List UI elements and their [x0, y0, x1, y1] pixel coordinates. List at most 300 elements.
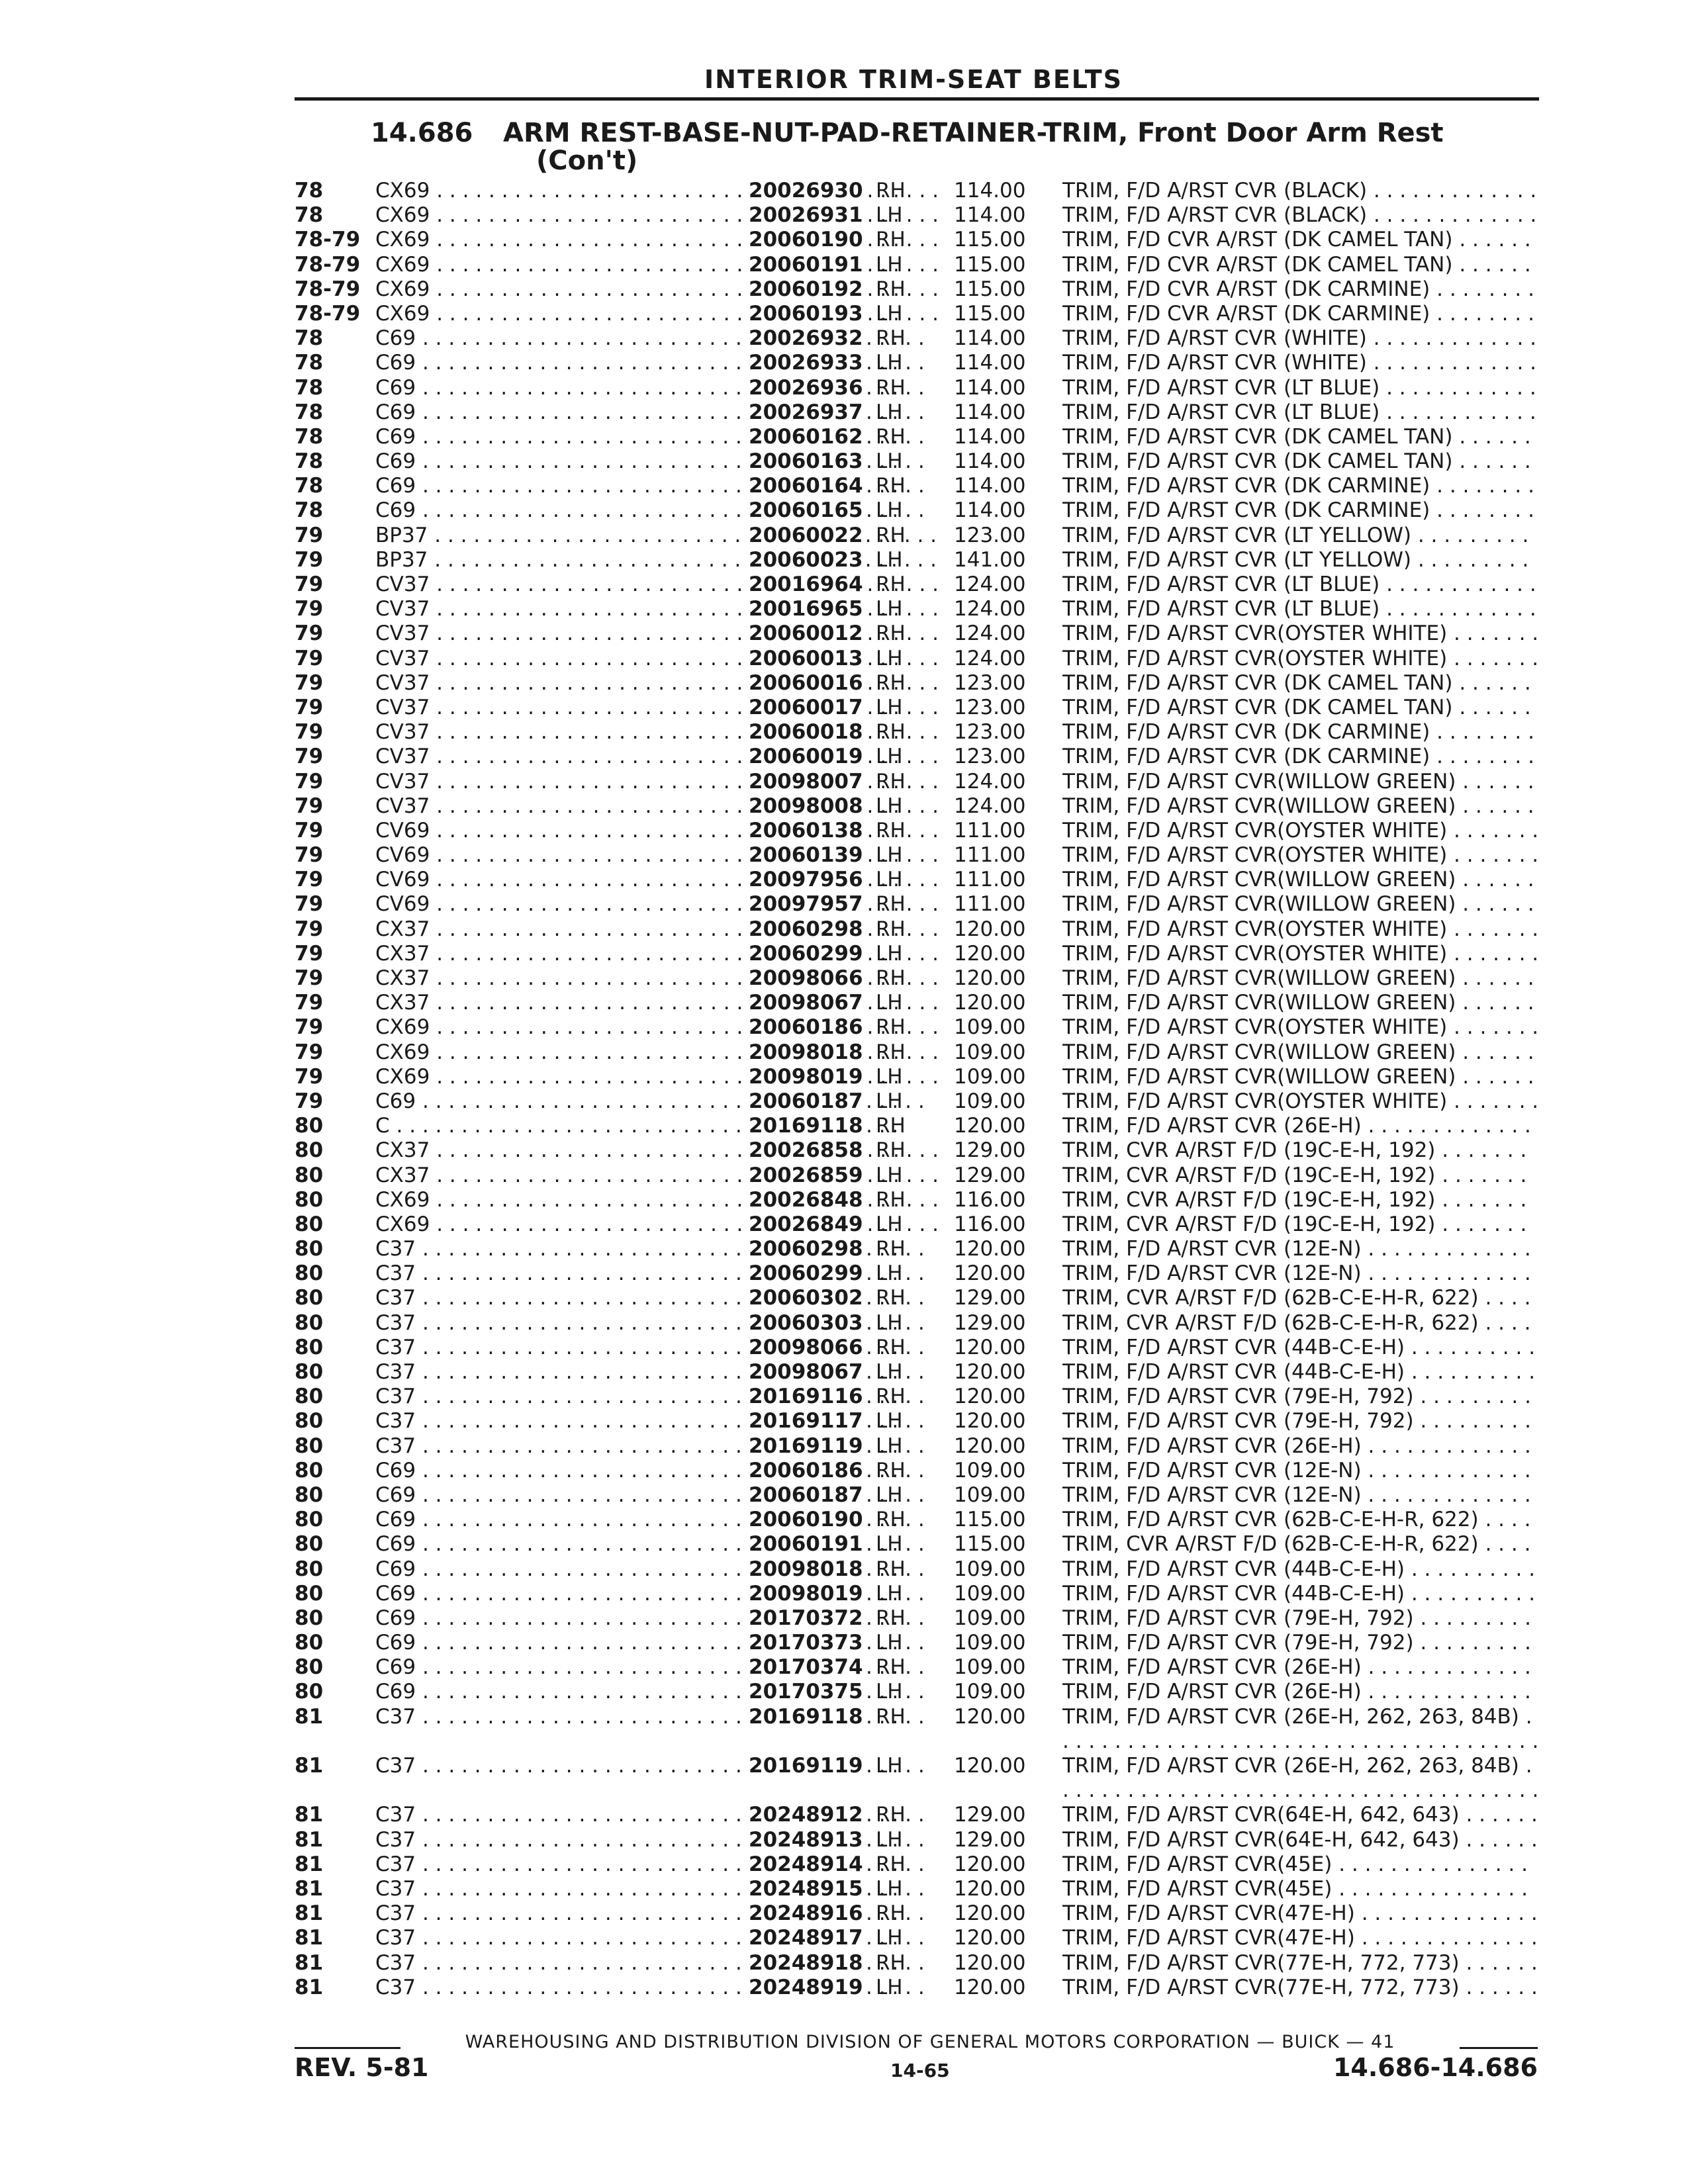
table-row [295, 1385, 1539, 1409]
side: LH [876, 991, 903, 1015]
description: TRIM, F/D CVR A/RST (DK CAMEL TAN) . . . [1062, 228, 1539, 252]
price: 123.00 [954, 670, 1026, 695]
description: TRIM, F/D CVR A/RST (DK CAMEL TAN) . . . [1062, 253, 1539, 277]
price: 114.00 [954, 424, 1026, 449]
model-year: 80 [295, 1360, 324, 1384]
part-number: 20026848 [743, 1188, 863, 1212]
model-year: 79 [295, 745, 324, 769]
table-row [295, 572, 1539, 597]
side: LH [876, 646, 903, 670]
side: LH [876, 1482, 903, 1507]
model-year: 78 [295, 351, 324, 375]
price: 111.00 [954, 818, 1026, 842]
side: RH [876, 277, 906, 301]
section-heading [371, 118, 1444, 148]
side: RH [876, 1852, 906, 1876]
part-number: 20170372 [743, 1606, 863, 1631]
price: 115.00 [954, 301, 1026, 326]
side: RH [876, 720, 906, 745]
part-number: 20016964 [743, 572, 863, 597]
table-row [295, 1311, 1539, 1336]
model-year: 78 [295, 474, 324, 498]
price: 120.00 [954, 1876, 1026, 1901]
model-year: 78 [295, 400, 324, 424]
price: 129.00 [954, 1803, 1026, 1827]
table-row [295, 1852, 1539, 1877]
side: RH [876, 1950, 906, 1975]
body-style: C37 . . . [375, 1976, 1024, 2000]
side: RH [876, 892, 906, 917]
model-year: 80 [295, 1482, 324, 1507]
side: RH [876, 228, 906, 252]
model-year: 80 [295, 1680, 324, 1704]
body-style: CX37 . . . [375, 942, 1024, 966]
body-style: C69 . . . [375, 1680, 1024, 1704]
side: LH [876, 1433, 903, 1458]
table-row [295, 720, 1539, 745]
price: 109.00 [954, 1089, 1026, 1113]
body-style: CX69 . . . [375, 1188, 1024, 1212]
side: LH [876, 1975, 903, 1999]
price: 120.00 [954, 1975, 1026, 1999]
description: TRIM, F/D A/RST CVR(OYSTER WHITE) . . . [1062, 647, 1539, 671]
body-style: CV37 . . . [375, 671, 1024, 696]
price: 114.00 [954, 326, 1026, 351]
side: RH [876, 424, 906, 449]
section-number: 14.686 [371, 118, 473, 148]
body-style: C37 . . . [375, 1754, 1024, 1778]
model-year: 80 [295, 1655, 324, 1680]
side: RH [876, 621, 906, 646]
side: RH [876, 917, 906, 941]
part-number: 20060018 [743, 720, 863, 745]
body-style: CV37 . . . [375, 597, 1024, 621]
price: 109.00 [954, 1581, 1026, 1606]
model-year: 81 [295, 1754, 324, 1778]
side: LH [876, 1360, 903, 1384]
table-row [295, 203, 1539, 228]
table-row [295, 228, 1539, 252]
side: RH [876, 179, 906, 203]
price: 111.00 [954, 868, 1026, 892]
model-year: 79 [295, 991, 324, 1015]
model-year: 80 [295, 1508, 324, 1532]
body-style: C37 . . . [375, 1852, 1024, 1877]
body-style: CV69 . . . [375, 892, 1024, 917]
table-row [295, 1138, 1539, 1163]
table-row [295, 376, 1539, 400]
body-style: C37 . . . [375, 1336, 1024, 1360]
description: TRIM, CVR A/RST F/D (62B-C-E-H-R, 622) . . . [1062, 1532, 1539, 1557]
table-row [295, 1803, 1539, 1827]
side: RH [876, 1901, 906, 1926]
model-year: 79 [295, 1064, 324, 1089]
model-year: 79 [295, 670, 324, 695]
part-number: 20248918 [743, 1951, 863, 1976]
description: TRIM, F/D A/RST CVR(OYSTER WHITE) . . . [1062, 621, 1539, 646]
description: TRIM, F/D A/RST CVR(WILLOW GREEN) . . . [1062, 770, 1539, 794]
body-style: C37 . . . [375, 1237, 1024, 1261]
table-row [295, 1459, 1539, 1483]
description: TRIM, F/D A/RST CVR (LT BLUE) . . . [1062, 597, 1539, 621]
body-style: CX69 . . . [375, 1015, 1024, 1040]
body-style: C37 . . . [375, 1901, 1024, 1926]
part-number: 20060303 [743, 1311, 863, 1336]
side: RH [876, 1557, 906, 1581]
model-year: 81 [295, 1901, 324, 1926]
part-number: 20060013 [743, 647, 863, 671]
description: TRIM, F/D A/RST CVR (DK CAMEL TAN) . . . [1062, 671, 1539, 696]
side: LH [876, 1532, 903, 1557]
side: RH [876, 1138, 906, 1163]
model-year: 80 [295, 1187, 324, 1212]
part-number: 20098018 [743, 1557, 863, 1582]
table-row [295, 1655, 1539, 1680]
description: TRIM, F/D A/RST CVR(OYSTER WHITE) . . . [1062, 843, 1539, 868]
description: TRIM, F/D A/RST CVR (12E-N) . . . [1062, 1261, 1539, 1286]
description: TRIM, F/D A/RST CVR(WILLOW GREEN) . . . [1062, 868, 1539, 892]
price: 129.00 [954, 1163, 1026, 1187]
model-year: 81 [295, 1852, 324, 1876]
body-style: CV69 . . . [375, 868, 1024, 892]
price: 109.00 [954, 1631, 1026, 1655]
model-year: 80 [295, 1335, 324, 1359]
price: 115.00 [954, 277, 1026, 301]
description: TRIM, F/D A/RST CVR (26E-H, 262, 263, 84B) . . . [1062, 1754, 1539, 1803]
side: RH [876, 1655, 906, 1680]
price: 120.00 [954, 1950, 1026, 1975]
price: 109.00 [954, 1606, 1026, 1630]
table-row [295, 1532, 1539, 1557]
side: LH [876, 252, 903, 277]
table-row [295, 277, 1539, 302]
part-number: 20060193 [743, 302, 863, 326]
description: TRIM, CVR A/RST F/D (62B-C-E-H-R, 622) . . . [1062, 1311, 1539, 1336]
part-number: 20060192 [743, 277, 863, 302]
part-number: 20169119 [743, 1434, 863, 1459]
model-year: 78 [295, 179, 324, 203]
price: 120.00 [954, 1409, 1026, 1433]
side: LH [876, 547, 903, 572]
description: TRIM, F/D A/RST CVR (26E-H, 262, 263, 84B) . . . [1062, 1705, 1539, 1754]
model-year: 79 [295, 720, 324, 745]
description: TRIM, F/D A/RST CVR (LT YELLOW) . . . [1062, 523, 1539, 548]
side: RH [876, 1458, 906, 1482]
body-style: CV37 . . . [375, 770, 1024, 794]
model-year: 80 [295, 1631, 324, 1655]
table-row [295, 770, 1539, 794]
body-style: C37 . . . [375, 1385, 1024, 1409]
model-year: 78 [295, 449, 324, 474]
price: 124.00 [954, 794, 1026, 818]
side: LH [876, 1409, 903, 1433]
part-number: 20248919 [743, 1976, 863, 2000]
table-row [295, 1286, 1539, 1310]
part-number: 20248913 [743, 1828, 863, 1852]
description: TRIM, F/D A/RST CVR (WHITE) . . . [1062, 351, 1539, 375]
model-year: 79 [295, 572, 324, 596]
description: TRIM, F/D A/RST CVR (26E-H) . . . [1062, 1434, 1539, 1459]
part-number: 20060186 [743, 1015, 863, 1040]
model-year: 79 [295, 1015, 324, 1040]
price: 129.00 [954, 1310, 1026, 1335]
description: TRIM, F/D A/RST CVR(64E-H, 642, 643) . . . [1062, 1803, 1539, 1827]
model-year: 81 [295, 1876, 324, 1901]
price: 114.00 [954, 203, 1026, 228]
description: TRIM, F/D A/RST CVR(OYSTER WHITE) . . . [1062, 819, 1539, 843]
price: 114.00 [954, 351, 1026, 375]
model-year: 79 [295, 646, 324, 670]
side: LH [876, 351, 903, 375]
part-number: 20098066 [743, 966, 863, 991]
footer-division: WAREHOUSING AND DISTRIBUTION DIVISION OF GENERAL MOTORS CORPORATION — BUICK — 41 [465, 2032, 1395, 2052]
body-style: C37 . . . [375, 1828, 1024, 1852]
body-style: CX69 . . . [375, 277, 1024, 302]
side: RH [876, 572, 906, 596]
model-year: 80 [295, 1138, 324, 1163]
side: RH [876, 1286, 906, 1310]
price: 120.00 [954, 1261, 1026, 1286]
model-year: 79 [295, 1089, 324, 1113]
price: 115.00 [954, 228, 1026, 252]
table-row [295, 597, 1539, 621]
description: TRIM, F/D A/RST CVR(OYSTER WHITE) . . . [1062, 917, 1539, 942]
revision-label: REV. 5-81 [295, 2053, 429, 2082]
body-style: C69 . . . [375, 1508, 1024, 1532]
table-row [295, 671, 1539, 696]
price: 114.00 [954, 400, 1026, 424]
table-row [295, 1015, 1539, 1040]
price: 120.00 [954, 1114, 1026, 1138]
price: 124.00 [954, 646, 1026, 670]
side: LH [876, 1212, 903, 1236]
table-row [295, 1828, 1539, 1852]
description: TRIM, F/D A/RST CVR(WILLOW GREEN) . . . [1062, 1065, 1539, 1089]
model-year: 79 [295, 1040, 324, 1064]
table-row [295, 1582, 1539, 1606]
part-number: 20169118 [743, 1114, 863, 1138]
description: TRIM, F/D CVR A/RST (DK CARMINE) . . . [1062, 302, 1539, 326]
model-year: 81 [295, 1827, 324, 1852]
part-number: 20060023 [743, 548, 863, 572]
table-row [295, 745, 1539, 769]
description: TRIM, F/D A/RST CVR(OYSTER WHITE) . . . [1062, 1089, 1539, 1114]
body-style: CV37 . . . [375, 720, 1024, 745]
table-row [295, 1237, 1539, 1261]
body-style: C37 . . . [375, 1261, 1024, 1286]
description: TRIM, F/D A/RST CVR (26E-H) . . . [1062, 1680, 1539, 1704]
side: LH [876, 1261, 903, 1286]
side: LH [876, 1680, 903, 1704]
model-year: 80 [295, 1212, 324, 1236]
part-number: 20060299 [743, 1261, 863, 1286]
part-number: 20060022 [743, 523, 863, 548]
description: TRIM, F/D A/RST CVR (12E-N) . . . [1062, 1483, 1539, 1508]
description: TRIM, F/D A/RST CVR (DK CARMINE) . . . [1062, 745, 1539, 769]
model-year: 79 [295, 695, 324, 719]
side: LH [876, 1581, 903, 1606]
description: TRIM, F/D CVR A/RST (DK CARMINE) . . . [1062, 277, 1539, 302]
price: 115.00 [954, 1532, 1026, 1557]
model-year: 79 [295, 597, 324, 621]
table-row [295, 1212, 1539, 1237]
part-number: 20060139 [743, 843, 863, 868]
table-row [295, 1188, 1539, 1212]
price: 129.00 [954, 1286, 1026, 1310]
body-style: C69 . . . [375, 351, 1024, 375]
price: 116.00 [954, 1187, 1026, 1212]
description: TRIM, F/D A/RST CVR (26E-H) . . . [1062, 1655, 1539, 1680]
model-year: 80 [295, 1433, 324, 1458]
model-year: 78-79 [295, 252, 361, 277]
description: TRIM, F/D A/RST CVR (12E-N) . . . [1062, 1237, 1539, 1261]
side: LH [876, 843, 903, 868]
side: RH [876, 1114, 906, 1138]
part-number: 20060302 [743, 1286, 863, 1310]
side: LH [876, 1827, 903, 1852]
description: TRIM, F/D A/RST CVR(77E-H, 772, 773) . . . [1062, 1951, 1539, 1976]
side: LH [876, 1754, 903, 1778]
model-year: 81 [295, 1975, 324, 1999]
model-year: 79 [295, 794, 324, 818]
part-number: 20098008 [743, 794, 863, 819]
part-number: 20170374 [743, 1655, 863, 1680]
side: LH [876, 941, 903, 966]
side: RH [876, 523, 906, 547]
table-row [295, 1040, 1539, 1065]
price: 124.00 [954, 769, 1026, 794]
description: TRIM, CVR A/RST F/D (62B-C-E-H-R, 622) . . . [1062, 1286, 1539, 1310]
table-row [295, 425, 1539, 449]
table-row [295, 1606, 1539, 1631]
model-year: 79 [295, 941, 324, 966]
description: TRIM, F/D A/RST CVR(WILLOW GREEN) . . . [1062, 892, 1539, 917]
price: 120.00 [954, 917, 1026, 941]
description: TRIM, F/D A/RST CVR(OYSTER WHITE) . . . [1062, 1015, 1539, 1040]
side: LH [876, 1631, 903, 1655]
model-year: 80 [295, 1458, 324, 1482]
table-row [295, 942, 1539, 966]
side: LH [876, 301, 903, 326]
price: 115.00 [954, 252, 1026, 277]
body-style: CV37 . . . [375, 647, 1024, 671]
part-number: 20060017 [743, 696, 863, 720]
side: RH [876, 1015, 906, 1040]
part-number: 20248912 [743, 1803, 863, 1827]
model-year: 79 [295, 843, 324, 868]
price: 114.00 [954, 375, 1026, 400]
price: 109.00 [954, 1064, 1026, 1089]
part-number: 20097957 [743, 892, 863, 917]
description: TRIM, F/D A/RST CVR(OYSTER WHITE) . . . [1062, 942, 1539, 966]
description: TRIM, F/D A/RST CVR (DK CAMEL TAN) . . . [1062, 425, 1539, 449]
model-year: 78 [295, 424, 324, 449]
body-style: CX37 . . . [375, 1163, 1024, 1188]
price: 115.00 [954, 1508, 1026, 1532]
model-year: 80 [295, 1581, 324, 1606]
part-number: 20060190 [743, 228, 863, 252]
side: LH [876, 1310, 903, 1335]
part-number: 20248917 [743, 1926, 863, 1950]
side: LH [876, 597, 903, 621]
price: 120.00 [954, 1704, 1026, 1729]
side: LH [876, 745, 903, 769]
model-year: 79 [295, 868, 324, 892]
price: 109.00 [954, 1458, 1026, 1482]
description: TRIM, CVR A/RST F/D (19C-E-H, 192) . . . [1062, 1212, 1539, 1237]
description: TRIM, F/D A/RST CVR(45E) . . . [1062, 1877, 1539, 1901]
model-year: 80 [295, 1606, 324, 1630]
price: 123.00 [954, 523, 1026, 547]
model-year: 80 [295, 1557, 324, 1581]
body-style: C69 . . . [375, 498, 1024, 523]
part-number: 20170375 [743, 1680, 863, 1704]
body-style: C69 . . . [375, 474, 1024, 498]
price: 123.00 [954, 720, 1026, 745]
body-style: CX37 . . . [375, 991, 1024, 1015]
body-style: C69 . . . [375, 449, 1024, 474]
section-continued: (Con't) [536, 146, 638, 176]
price: 120.00 [954, 1754, 1026, 1778]
body-style: C37 . . . [375, 1286, 1024, 1310]
model-year: 80 [295, 1310, 324, 1335]
price: 120.00 [954, 1433, 1026, 1458]
body-style: C37 . . . [375, 1926, 1024, 1950]
price: 109.00 [954, 1015, 1026, 1040]
body-style: CX69 . . . [375, 228, 1024, 252]
price: 116.00 [954, 1212, 1026, 1236]
description: TRIM, F/D A/RST CVR (26E-H) . . . [1062, 1114, 1539, 1138]
footer-rule-left [295, 2047, 400, 2049]
price: 120.00 [954, 966, 1026, 990]
part-number: 20060187 [743, 1089, 863, 1114]
part-number: 20060164 [743, 474, 863, 498]
table-row [295, 1705, 1539, 1754]
body-style: CX69 . . . [375, 302, 1024, 326]
body-style: C37 . . . [375, 1951, 1024, 1976]
section-title: ARM REST-BASE-NUT-PAD-RETAINER-TRIM, Front Door Arm Rest [503, 118, 1444, 148]
table-row [295, 1976, 1539, 2000]
body-style: C37 . . . [375, 1311, 1024, 1336]
side: LH [876, 203, 903, 228]
body-style: C69 . . . [375, 1089, 1024, 1114]
price: 109.00 [954, 1482, 1026, 1507]
description: TRIM, F/D A/RST CVR (44B-C-E-H) . . . [1062, 1557, 1539, 1582]
body-style: C37 . . . [375, 1705, 1024, 1729]
model-year: 81 [295, 1926, 324, 1950]
body-style: C69 . . . [375, 425, 1024, 449]
table-row [295, 1483, 1539, 1508]
part-number: 20060299 [743, 942, 863, 966]
price: 120.00 [954, 1385, 1026, 1409]
part-number: 20060163 [743, 449, 863, 474]
side: LH [876, 400, 903, 424]
parts-list [295, 179, 1539, 2000]
part-number: 20026932 [743, 326, 863, 351]
description: TRIM, F/D A/RST CVR (LT YELLOW) . . . [1062, 548, 1539, 572]
table-row [295, 1114, 1539, 1138]
body-style: C69 . . . [375, 1459, 1024, 1483]
model-year: 79 [295, 547, 324, 572]
part-number: 20169117 [743, 1409, 863, 1433]
table-row [295, 1508, 1539, 1532]
description: TRIM, F/D A/RST CVR (WHITE) . . . [1062, 326, 1539, 351]
description: TRIM, F/D A/RST CVR (44B-C-E-H) . . . [1062, 1336, 1539, 1360]
description: TRIM, F/D A/RST CVR (LT BLUE) . . . [1062, 376, 1539, 400]
side: LH [876, 1876, 903, 1901]
part-number: 20016965 [743, 597, 863, 621]
description: TRIM, F/D A/RST CVR (12E-N) . . . [1062, 1459, 1539, 1483]
